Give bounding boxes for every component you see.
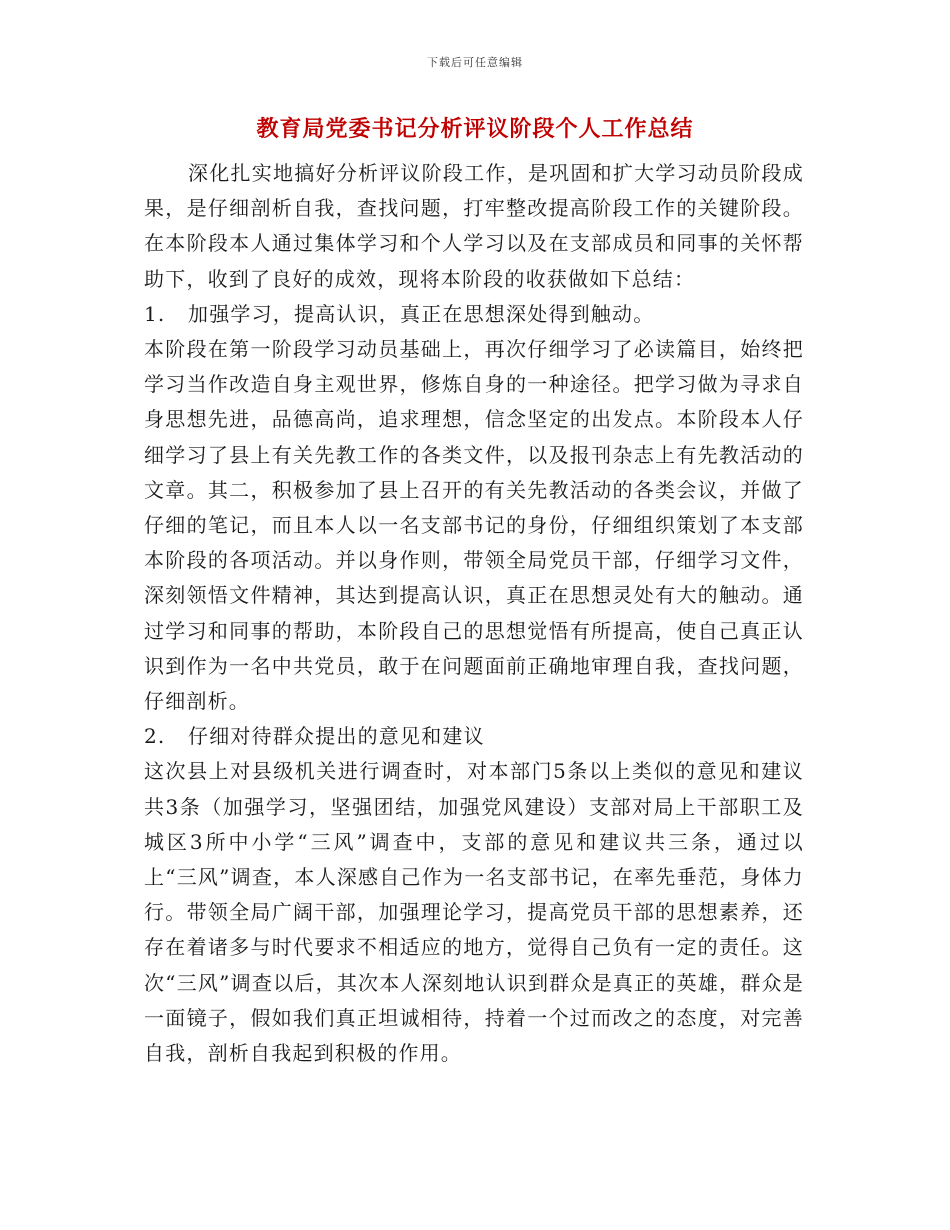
section-number-1: 1. <box>144 301 166 326</box>
intro-paragraph: 深化扎实地搞好分析评议阶段工作，是巩固和扩大学习动员阶段成果，是仔细剖析自我，查找问题，打牢整改提高阶段工作的关键阶段。在本阶段本人通过集体学习和个人学习以及在支部成员和同事的关怀帮助下，收到了良好的成效，现将本阶段的收获做如下总结： <box>144 161 804 291</box>
document-title: 教育局党委书记分析评议阶段个人工作总结 <box>256 116 694 142</box>
document-body <box>144 156 804 1071</box>
header-note: 下载后可任意编辑 <box>427 56 523 69</box>
section-heading-1 <box>144 297 804 332</box>
section-title-1: 加强学习，提高认识，真正在思想深处得到触动。 <box>188 301 655 326</box>
section-body-1: 本阶段在第一阶段学习动员基础上，再次仔细学习了必读篇目，始终把学习当作改造自身主观世界，修炼自身的一种途径。把学习做为寻求自身思想先进，品德高尚，追求理想，信念坚定的出发点。本阶段本人仔细学习了县上有关先教工作的各类文件，以及报刊杂志上有先教活动的文章。其二，积极参加了县上召开的有关先教活动的各类会议，并做了仔细的笔记，而且本人以一名支部书记的身份，仔细组织策划了本支部本阶段的各项活动。并以身作则，带领全局党员干部，仔细学习文件，深刻领悟文件精神，其达到提高认识，真正在思想灵处有大的触动。通过学习和同事的帮助，本阶段自己的思想觉悟有所提高，使自己真正认识到作为一名中共党员，敢于在问题面前正确地审理自我，查找问题，仔细剖析。 <box>144 337 804 714</box>
section-number-2: 2. <box>144 724 166 749</box>
section-title-2: 仔细对待群众提出的意见和建议 <box>188 724 485 749</box>
section-heading-2 <box>144 719 804 754</box>
section-body-2: 这次县上对县级机关进行调查时，对本部门5条以上类似的意见和建议共3条（加强学习，坚强团结，加强党风建设）支部对局上干部职工及城区3所中小学“三风”调查中，支部的意见和建议共三条，通过以上“三风”调查，本人深感自己作为一名支部书记，在率先垂范，身体力行。带领全局广阔干部，加强理论学习，提高党员干部的思想素养，还存在着诸多与时代要求不相适应的地方，觉得自己负有一定的责任。这次“三风”调查以后，其次本人深刻地认识到群众是真正的英雄，群众是一面镜子，假如我们真正坦诚相待，持着一个过而改之的态度，对完善自我，剖析自我起到积极的作用。 <box>144 759 804 1066</box>
